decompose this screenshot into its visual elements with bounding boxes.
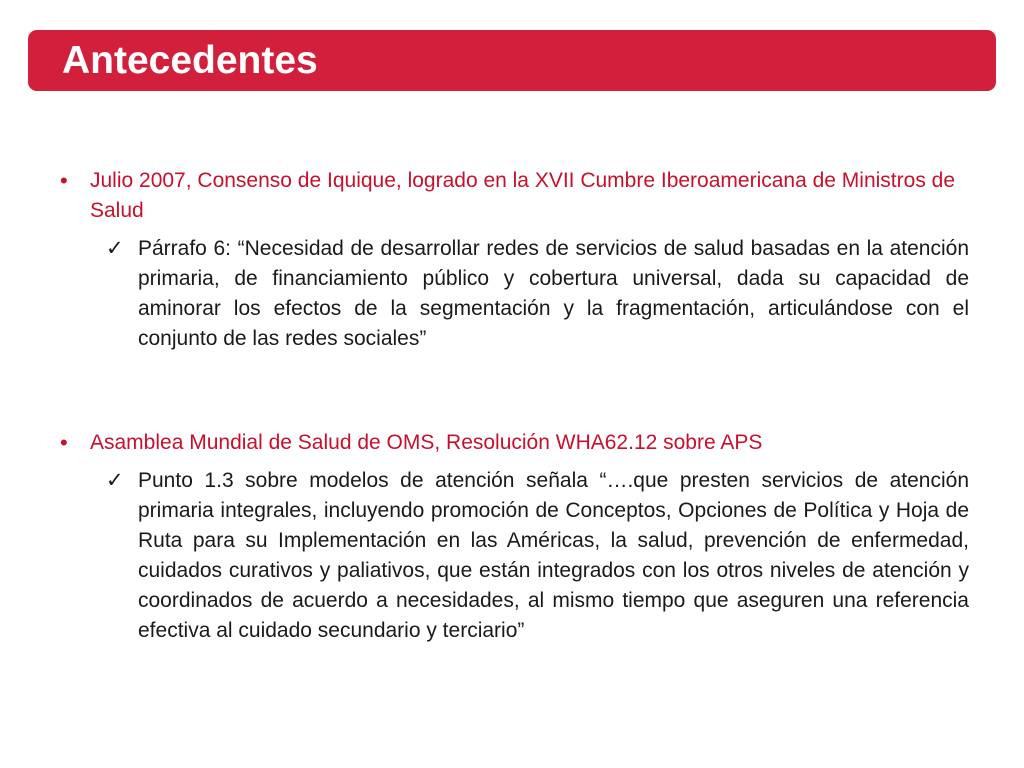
bullet-marker: • [60, 168, 68, 193]
sub-item-text: Punto 1.3 sobre modelos de atención señala “….que presten servicios de atención primaria integrales, incluyendo promoción de Conceptos, Opciones de Política y Hoja de Ruta para su Implementación en las Américas, la salud, prevención de enfermedad, cuidados curativos y paliativos, que están integrados con los otros niveles de atención y coordinados de acuerdo a necesidades, al mismo tiempo que aseguren una referencia efectiva al cuidado secundario y terciario” [138, 469, 969, 642]
checkmark-icon: ✓ [106, 237, 124, 260]
sub-item [106, 234, 969, 354]
sub-item-text: Párrafo 6: “Necesidad de desarrollar redes de servicios de salud basadas en la atención primaria, de financiamiento público y cobertura universal, dada su capacidad de aminorar los efectos de la segmentación y la fragmentación, articulándose con el conjunto de las redes sociales” [138, 237, 969, 350]
checkmark-icon: ✓ [106, 469, 124, 492]
sub-item [106, 466, 969, 646]
bullet-item [60, 166, 970, 226]
bullet-marker: • [60, 430, 68, 455]
slide-title: Antecedentes [62, 39, 318, 82]
bullet-text: Asamblea Mundial de Salud de OMS, Resolución WHA62.12 sobre APS [90, 431, 763, 454]
bullet-text: Julio 2007, Consenso de Iquique, logrado en la XVII Cumbre Iberoamericana de Ministros de Salud [90, 169, 956, 222]
bullet-item [60, 428, 970, 458]
